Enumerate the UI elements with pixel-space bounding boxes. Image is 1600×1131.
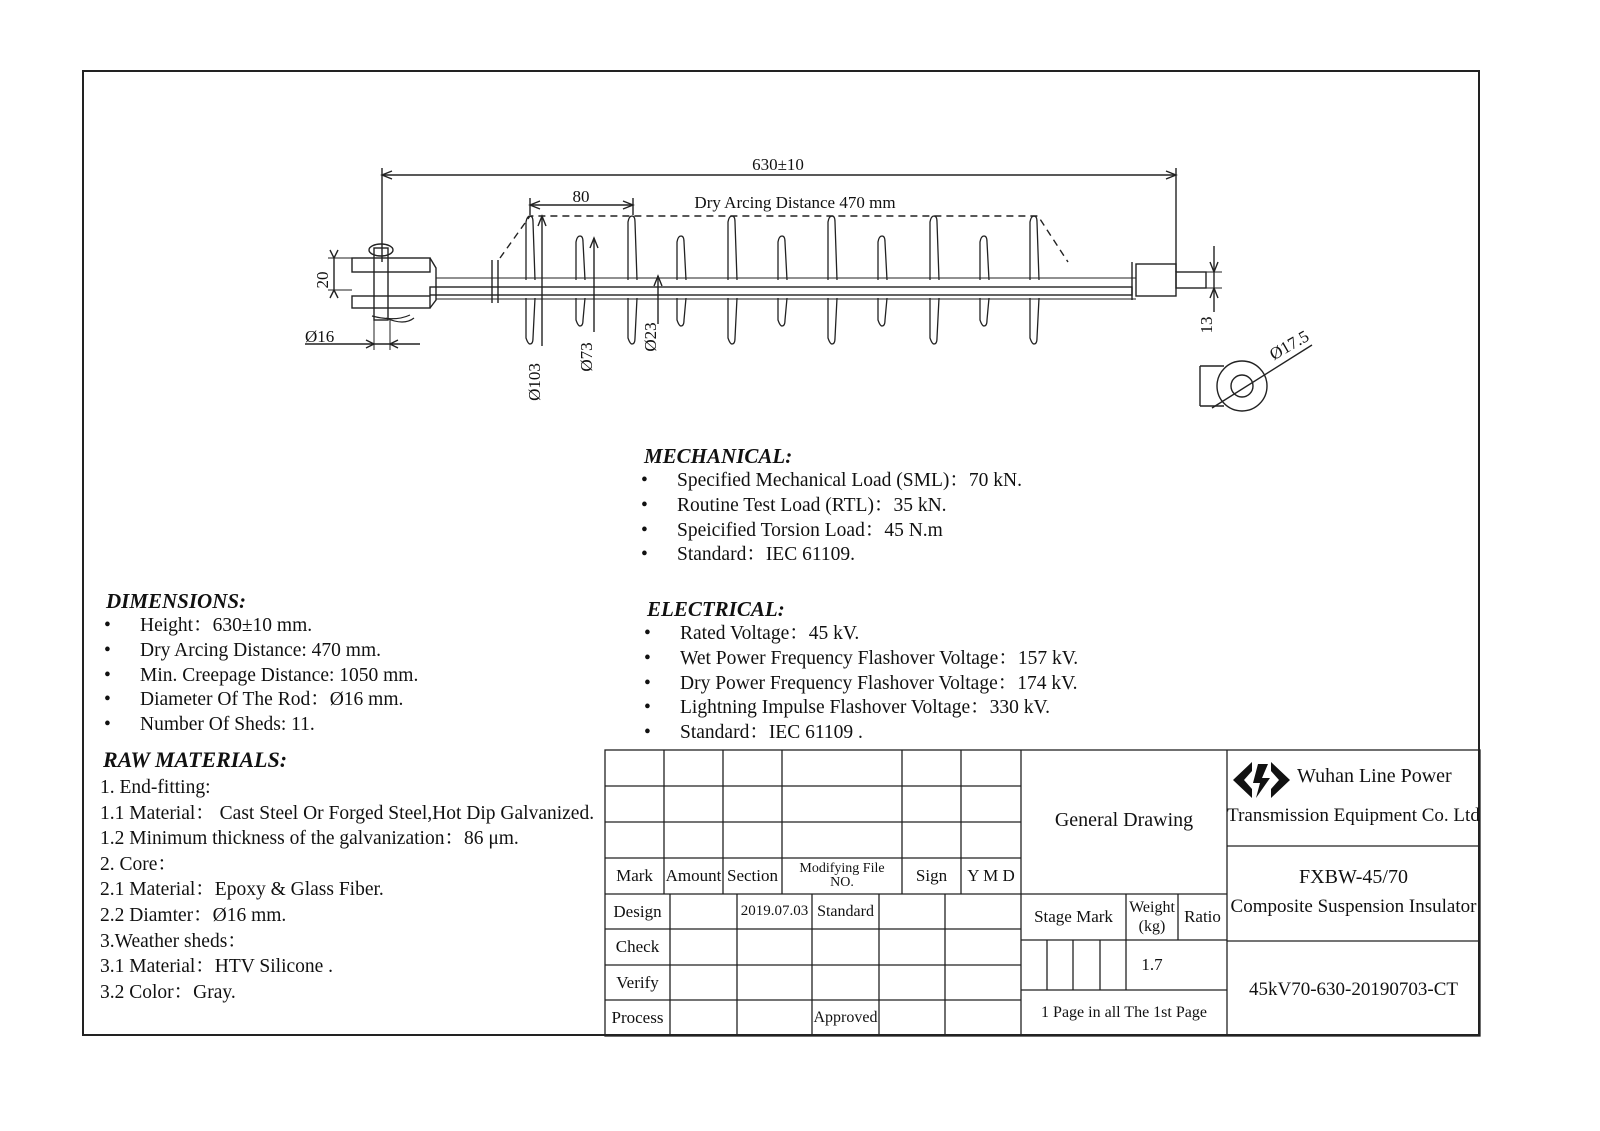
weather-shed	[828, 216, 837, 344]
dim-d16-label: Ø16	[305, 327, 335, 346]
shed-pitch-label: 80	[572, 187, 590, 206]
list-item: • Wet Power Frequency Flashover Voltage：157 kV.	[644, 647, 1078, 672]
list-item: • Specified Mechanical Load (SML)：70 kN.	[641, 469, 1022, 494]
raw-materials-list	[100, 775, 594, 1005]
electrical-heading: ELECTRICAL:	[647, 597, 785, 621]
list-item: 3.1 Material：HTV Silicone .	[100, 956, 334, 978]
list-item: • Dry Arcing Distance: 470 mm.	[104, 639, 418, 664]
approved-label: Approved	[813, 1009, 878, 1026]
list-item: 2.1 Material：Epoxy & Glass Fiber.	[100, 879, 384, 901]
design-label: Design	[613, 901, 662, 921]
weather-shed	[526, 216, 535, 344]
weather-shed	[980, 236, 989, 326]
dim-d17-5-label: Ø17.5	[1266, 326, 1313, 364]
clevis-pin	[374, 248, 388, 320]
dim-d73-label: Ø73	[577, 342, 596, 372]
list-item: 3.2 Color：Gray.	[100, 981, 236, 1003]
product-name: Composite Suspension Insulator	[1230, 896, 1477, 917]
rev-header-mark: Mark	[616, 866, 653, 885]
weather-shed	[677, 236, 686, 326]
weight-label: Weight (kg)	[1129, 899, 1175, 935]
rev-header-sign: Sign	[915, 866, 948, 885]
rev-header-ymd: Y M D	[967, 866, 1015, 885]
list-item: • Dry Power Frequency Flashover Voltage：174 kV.	[644, 672, 1078, 697]
overall-length-label: 630±10	[752, 155, 804, 174]
check-label: Check	[615, 937, 660, 956]
list-item: • Standard：IEC 61109.	[641, 543, 1022, 568]
tongue-end-view	[1217, 361, 1267, 411]
weight-value: 1.7	[1141, 955, 1163, 974]
page-info: 1 Page in all The 1st Page	[1041, 1004, 1207, 1021]
dimensions-list	[104, 614, 418, 738]
company-name-line1: Wuhan Line Power	[1297, 764, 1452, 787]
list-item: • Number Of Sheds: 11.	[104, 713, 418, 738]
dry-arcing-label: Dry Arcing Distance 470 mm	[694, 193, 896, 212]
weather-shed	[930, 216, 939, 344]
list-item: 3.Weather sheds：	[100, 930, 247, 952]
weather-shed	[628, 216, 637, 344]
list-item: • Speicified Torsion Load：45 N.m	[641, 519, 1022, 544]
process-label: Process	[611, 1008, 664, 1027]
weather-shed	[1030, 216, 1039, 344]
list-item: • Standard：IEC 61109 .	[644, 721, 1078, 746]
mechanical-heading: MECHANICAL:	[644, 444, 793, 468]
dim-d23-label: Ø23	[641, 322, 660, 352]
list-item: • Height：630±10 mm.	[104, 614, 418, 639]
dim-13-label: 13	[1197, 316, 1216, 334]
mechanical-list	[641, 469, 1022, 568]
core-rod	[430, 287, 1132, 295]
design-standard: Standard	[817, 902, 874, 920]
rev-header-amount: Amount	[665, 866, 722, 885]
general-drawing-label: General Drawing	[1054, 808, 1194, 831]
weather-shed	[878, 236, 887, 326]
dim-d103-label: Ø103	[525, 363, 544, 401]
list-item: • Diameter Of The Rod：Ø16 mm.	[104, 688, 418, 713]
design-date: 2019.07.03	[740, 903, 809, 919]
verify-label: Verify	[616, 972, 659, 992]
list-item: • Lightning Impulse Flashover Voltage：330 kV.	[644, 696, 1078, 721]
raw-materials-heading: RAW MATERIALS:	[103, 747, 288, 772]
electrical-list	[644, 622, 1078, 746]
weather-shed	[728, 216, 737, 344]
tongue-end-fitting	[1136, 264, 1176, 296]
list-item: 2. Core：	[100, 853, 177, 875]
arcing-distance-line	[500, 216, 1068, 262]
weather-shed	[576, 236, 585, 326]
rev-header-section: Section	[727, 866, 778, 885]
dim-20-label: 20	[313, 271, 332, 289]
weather-shed	[778, 236, 787, 326]
list-item: 1.1 Material： Cast Steel Or Forged Steel,Hot Dip Galvanized.	[100, 802, 595, 824]
list-item: 1.2 Minimum thickness of the galvanization：86 μm.	[100, 828, 519, 850]
ratio-label: Ratio	[1184, 907, 1221, 926]
list-item: 2.2 Diamter：Ø16 mm.	[100, 904, 287, 926]
drawing-number: 45kV70-630-20190703-CT	[1249, 979, 1458, 1000]
clevis-end-fitting	[352, 258, 430, 272]
rev-header-modifying-file: Modifying File NO.	[799, 861, 885, 890]
company-name-line2: Transmission Equipment Co. Ltd	[1227, 805, 1480, 826]
list-item: • Rated Voltage：45 kV.	[644, 622, 1078, 647]
product-code: FXBW-45/70	[1299, 865, 1408, 888]
dimensions-heading: DIMENSIONS:	[106, 589, 247, 613]
company-logo-icon	[1233, 762, 1290, 798]
list-item: 1. End-fitting:	[100, 777, 211, 798]
stage-mark-label: Stage Mark	[1034, 907, 1113, 926]
list-item: • Min. Creepage Distance: 1050 mm.	[104, 664, 418, 689]
list-item: • Routine Test Load (RTL)：35 kN.	[641, 494, 1022, 519]
